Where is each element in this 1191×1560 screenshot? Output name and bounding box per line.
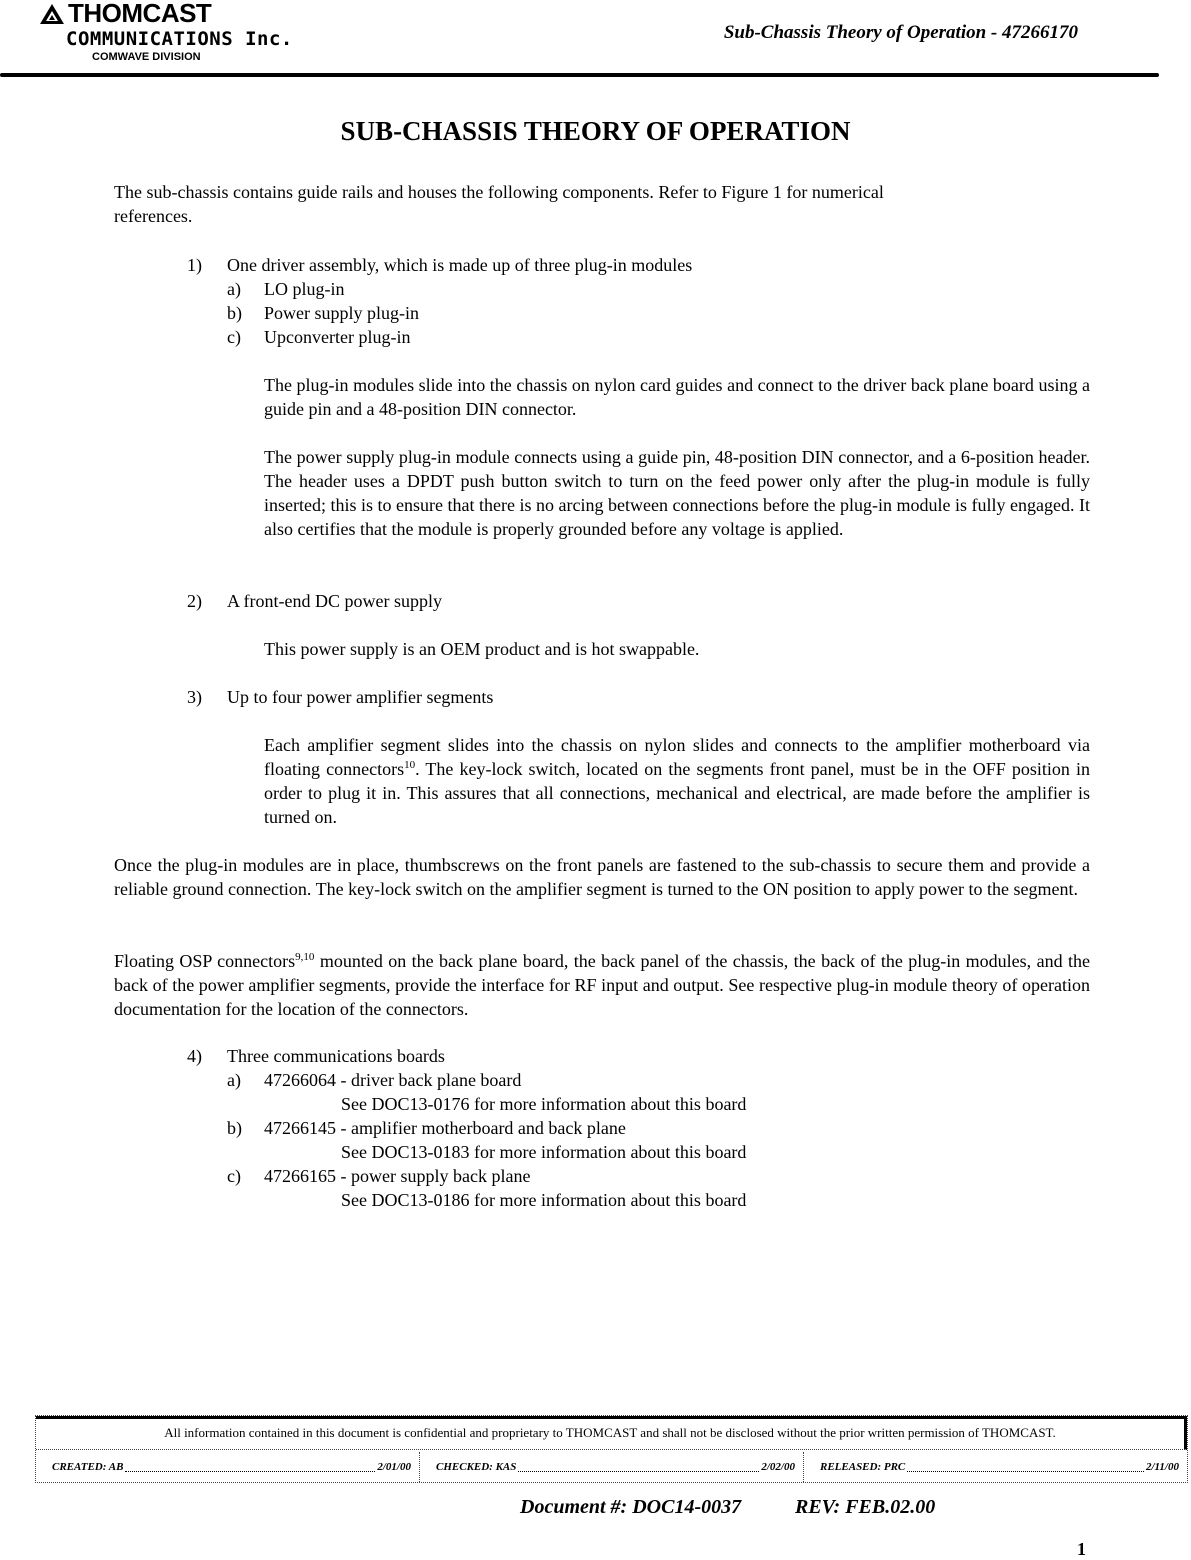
sub-letter: b) xyxy=(227,1118,242,1138)
list-item-communications-boards: Three communications boards xyxy=(227,1046,445,1066)
logo-division: COMWAVE DIVISION xyxy=(92,51,201,63)
sub-letter: a) xyxy=(227,279,241,299)
sub-item-power-supply-plug-in: Power supply plug-in xyxy=(264,303,419,323)
board-reference: See DOC13-0186 for more information about this board xyxy=(341,1190,747,1210)
page-number: 1 xyxy=(1077,1539,1086,1559)
confidentiality-notice: All information contained in this document is confidential and proprietary to THOMCAST and shall not be disclosed without the prior written permission of THOMCAST. xyxy=(164,1425,1056,1440)
intro-line-2: references. xyxy=(114,206,193,226)
page-title: SUB-CHASSIS THEORY OF OPERATION xyxy=(340,116,851,146)
sub-item-driver-back-plane: 47266064 - driver back plane board xyxy=(264,1070,522,1090)
list-item-amplifier-segments: Up to four power amplifier segments xyxy=(227,687,494,707)
logo-company-name: COMMUNICATIONS Inc. xyxy=(66,28,293,50)
list-number: 2) xyxy=(187,591,202,611)
sub-letter: b) xyxy=(227,303,242,323)
sub-item-upconverter-plug-in: Upconverter plug-in xyxy=(264,327,411,347)
paragraph-power-supply-plug-in: The power supply plug-in module connects using a guide pin, 48-position DIN connector, and a 6-position header. The header uses a DPDT push button switch to turn on the feed power only after the plug-in module is fully inserted; this is to ensure that there is no arcing between connections before the plug-in module is fully engaged. It also certifies that the module is properly grounded before any voltage is applied. xyxy=(264,447,1090,539)
revision-label: REV: FEB.02.00 xyxy=(795,1496,936,1518)
list-item-driver-assembly: One driver assembly, which is made up of three plug-in modules xyxy=(227,255,693,275)
sub-item-lo-plug-in: LO plug-in xyxy=(264,279,345,299)
list-number: 1) xyxy=(187,255,202,275)
sub-item-power-supply-back-plane: 47266165 - power supply back plane xyxy=(264,1166,531,1186)
board-reference: See DOC13-0183 for more information about this board xyxy=(341,1142,747,1162)
document-number: Document #: DOC14-0037 xyxy=(520,1496,742,1518)
sub-letter: c) xyxy=(227,327,241,347)
paragraph-amplifier-segment: Each amplifier segment slides into the chassis on nylon slides and connects to the amplifier motherboard via floating connectors$^{10}$. The key-lock switch, located on the segments front panel, must be in the OFF position in order to plug it in. This assures that all connections, mechanical and electrical, are made before the amplifier is turned on. xyxy=(264,735,1090,827)
released-field: RELEASED: PRC 2/11/00 xyxy=(803,1452,1187,1482)
paragraph-plug-in-modules: The plug-in modules slide into the chassis on nylon card guides and connect to the driver back plane board using a guide pin and a 48-position DIN connector. xyxy=(264,375,1090,419)
header-divider xyxy=(0,73,1159,77)
list-number: 4) xyxy=(187,1046,202,1066)
paragraph-hot-swappable: This power supply is an OEM product and is hot swappable. xyxy=(264,639,700,659)
footnote-ref: 10 xyxy=(404,759,416,771)
board-reference: See DOC13-0176 for more information about this board xyxy=(341,1094,747,1114)
checked-field: CHECKED: KAS 2/02/00 xyxy=(419,1452,803,1482)
intro-line-1: The sub-chassis contains guide rails and houses the following components. Refer to Figure 1 for numerical xyxy=(114,182,884,202)
list-number: 3) xyxy=(187,687,202,707)
header-title: Sub-Chassis Theory of Operation - 47266170 xyxy=(723,22,1078,43)
footnote-ref: 9,10 xyxy=(295,951,315,963)
paragraph-thumbscrews: Once the plug-in modules are in place, thumbscrews on the front panels are fastened to the sub-chassis to secure them and provide a reliable ground connection. The key-lock switch on the amplifier segment is turned to the ON position to apply power to the segment. xyxy=(114,855,1090,899)
sub-item-amplifier-motherboard: 47266145 - amplifier motherboard and back plane xyxy=(264,1118,626,1138)
company-logo xyxy=(40,0,320,66)
created-field: CREATED: AB 2/01/00 xyxy=(36,1452,419,1482)
paragraph-osp-connectors: Floating OSP connectors$^{9,10}$ mounted on the back plane board, the back panel of the chassis, the back of the plug-in modules, and the back of the power amplifier segments, provide the interface for RF input and output. See respective plug-in module theory of operation documentation for the location of the connectors. xyxy=(114,951,1090,1019)
sub-letter: a) xyxy=(227,1070,241,1090)
footer-signoff-box xyxy=(35,1415,1188,1483)
logo-brand: THOMCAST xyxy=(68,0,212,28)
thomcast-logo-icon xyxy=(40,4,64,24)
list-item-dc-power-supply: A front-end DC power supply xyxy=(227,591,442,611)
sub-letter: c) xyxy=(227,1166,241,1186)
